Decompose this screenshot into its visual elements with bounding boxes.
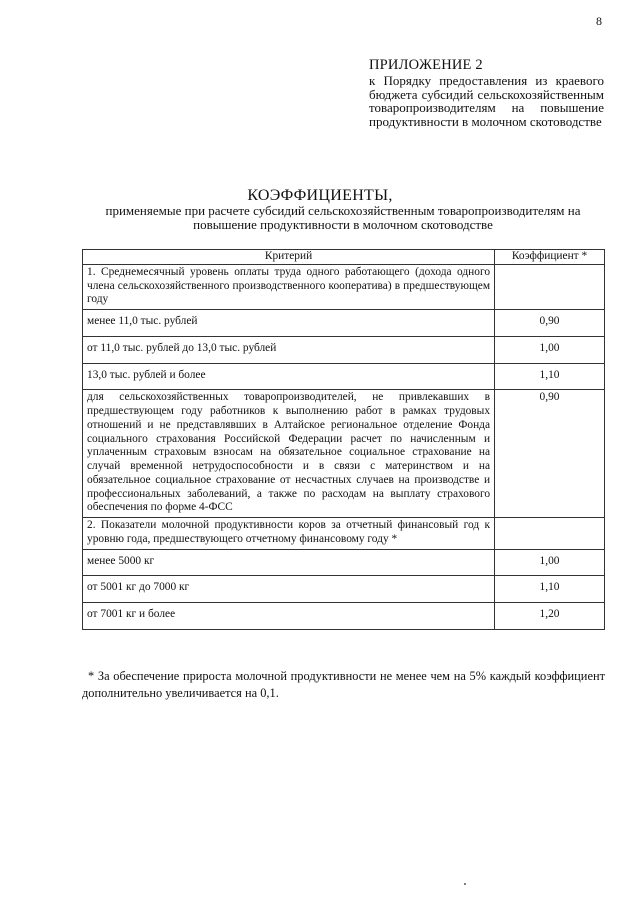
coefficient-cell: 1,00 (495, 336, 605, 363)
criterion-cell: от 11,0 тыс. рублей до 13,0 тыс. рублей (83, 336, 495, 363)
table-row (83, 363, 605, 390)
page-number: 8 (596, 14, 602, 28)
table-header-row (83, 250, 605, 265)
criterion-cell: для сельскохозяйственных товаропроизводителей, не привлекавших в предшествующем году работников к выполнению работ в рамках трудовых отношений и не представлявших в Алтайское региональное отделение Фонда социального страхования Российской Федерации расчет по начисленным и уплаченным страховым взносам на обязательное социальное страхование на случай временной нетрудоспособности и в связи с материнством и на обязательное социальное страхование от несчастных случаев на производстве и профессиональных заболеваний, а также по расходам на выплату страхового обеспечения по форме 4-ФСС (83, 390, 495, 518)
document-title: КОЭФФИЦИЕНТЫ, (247, 187, 393, 204)
coefficient-cell: 0,90 (495, 310, 605, 337)
coefficient-cell: 1,00 (495, 549, 605, 576)
table-row (83, 549, 605, 576)
appendix-block (369, 57, 604, 128)
coefficient-cell: 1,10 (495, 363, 605, 390)
criterion-cell: от 5001 кг до 7000 кг (83, 576, 495, 603)
coefficient-cell (495, 518, 605, 550)
header-criterion: Критерий (83, 250, 495, 265)
criterion-cell: 2. Показатели молочной продуктивности коров за отчетный финансовый год к уровню года, предшествующего отчетному финансовому году * (83, 518, 495, 550)
footnote: * За обеспечение прироста молочной продуктивности не менее чем на 5% каждый коэффициент дополнительно увеличивается на 0,1. (82, 669, 605, 700)
scan-speck (464, 883, 466, 885)
document-subtitle: применяемые при расчете субсидий сельскохозяйственным товаропроизводителям на повышение продуктивности в молочном скотоводстве (105, 203, 581, 232)
coefficient-cell (495, 264, 605, 309)
appendix-title: ПРИЛОЖЕНИЕ 2 (369, 57, 483, 73)
coefficient-cell: 1,10 (495, 576, 605, 603)
table-row (83, 603, 605, 630)
table-row (83, 576, 605, 603)
criterion-cell: 1. Среднемесячный уровень оплаты труда одного работающего (дохода одного члена сельскохозяйственного производственного кооператива) в предшествующем году (83, 264, 495, 309)
criterion-cell: менее 5000 кг (83, 549, 495, 576)
table-row (83, 336, 605, 363)
coefficient-cell: 0,90 (495, 390, 605, 518)
table-row-salary-heading (83, 264, 605, 309)
criterion-cell: от 7001 кг и более (83, 603, 495, 630)
criterion-cell: менее 11,0 тыс. рублей (83, 310, 495, 337)
header-coefficient: Коэффициент * (495, 250, 605, 265)
table-row (83, 310, 605, 337)
criterion-cell: 13,0 тыс. рублей и более (83, 363, 495, 390)
coefficients-table (82, 249, 605, 630)
appendix-text: к Порядку предоставления из краевого бюджета субсидий сельскохозяйственным товаропроизводителям на повышение продуктивности в молочном скотоводстве (369, 73, 604, 129)
coefficient-cell: 1,20 (495, 603, 605, 630)
table-row-no-employees (83, 390, 605, 518)
table-row-productivity-heading (83, 518, 605, 550)
